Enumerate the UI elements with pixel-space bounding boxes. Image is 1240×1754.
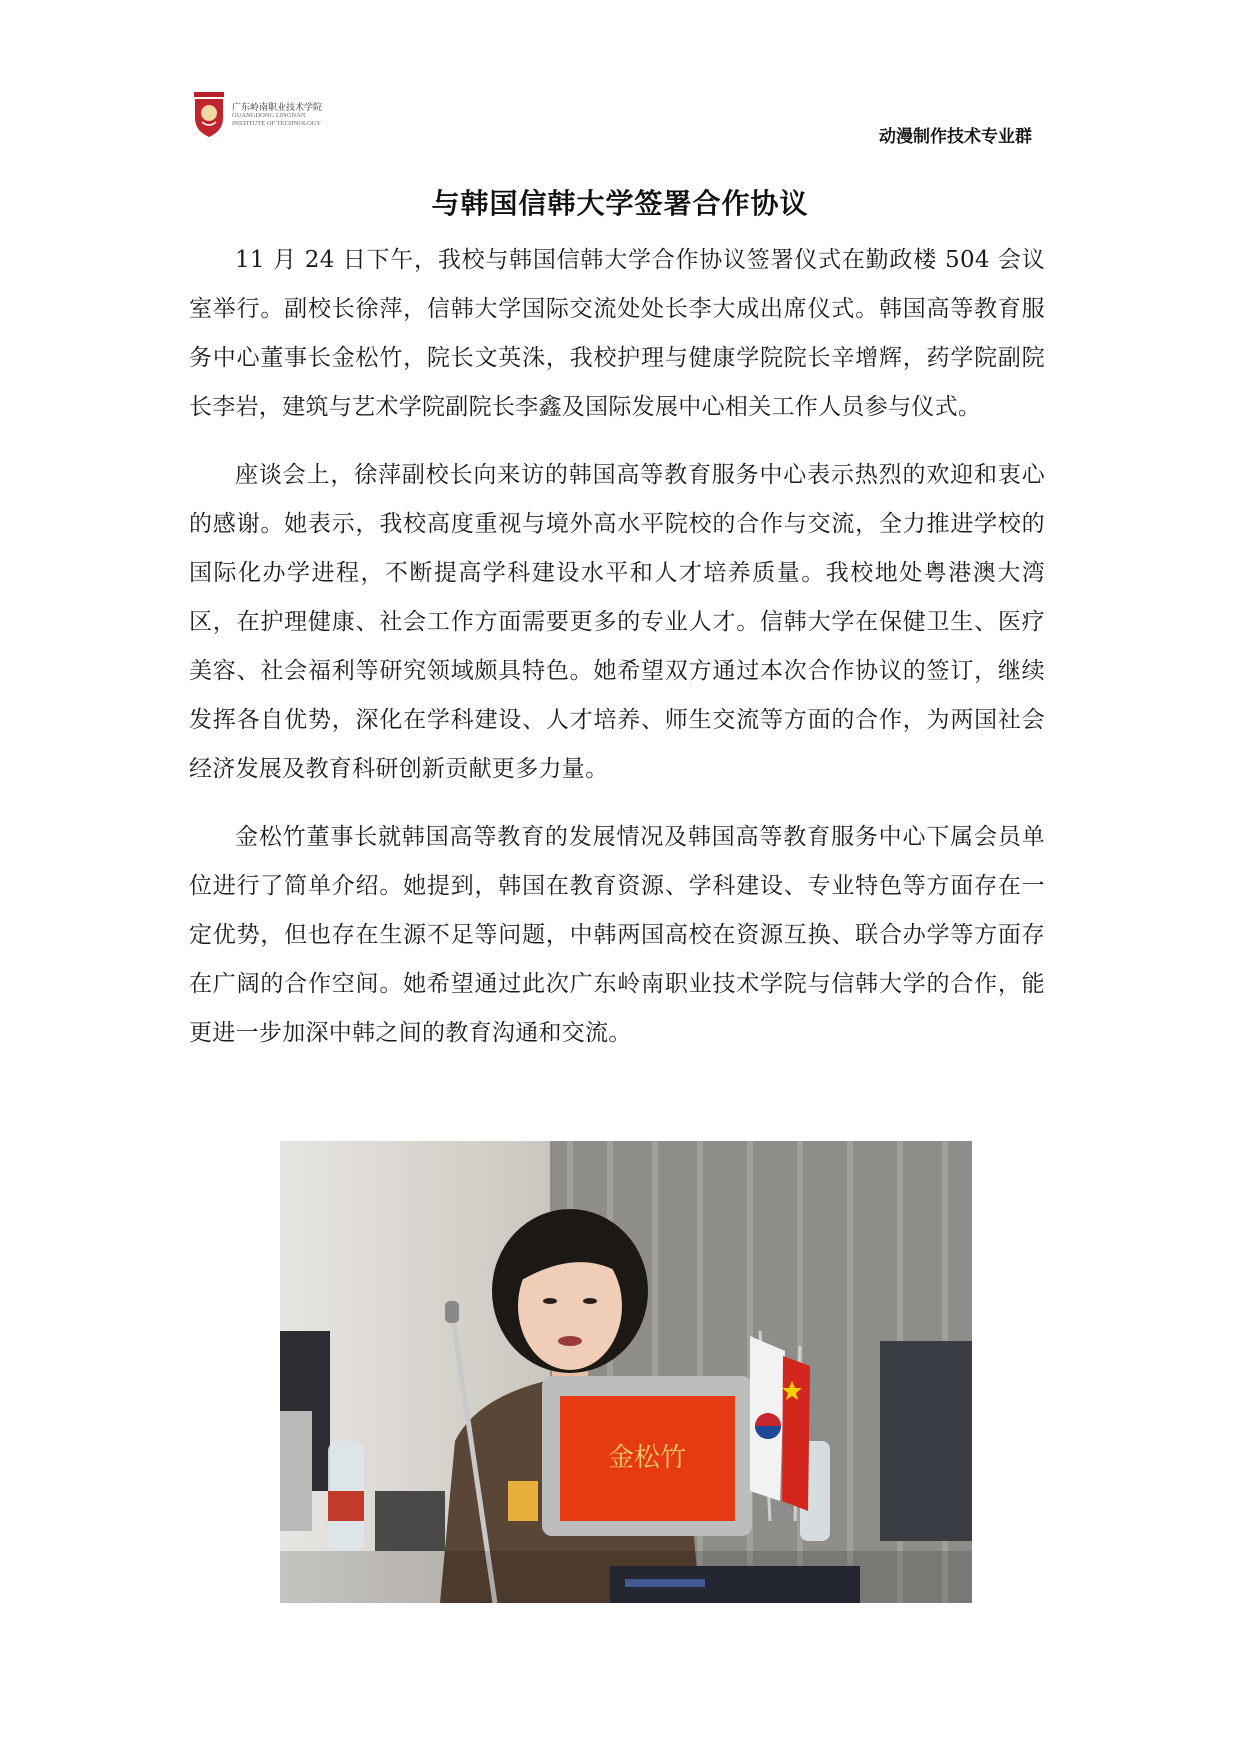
nameplate-text: 金松竹	[607, 1443, 687, 1473]
article-body	[189, 236, 1045, 1077]
logo-name-cn: 广东岭南职业技术学院	[232, 103, 323, 113]
paragraph-2: 座谈会上，徐萍副校长向来访的韩国高等教育服务中心表示热烈的欢迎和衷心的感谢。她表示，我校高度重视与境外高水平院校的合作与交流，全力推进学校的国际化办学进程，不断提高学科建设水平和人才培养质量。我校地处粤港澳大湾区，在护理健康、社会工作方面需要更多的专业人才。信韩大学在保健卫生、医疗美容、社会福利等研究领域颇具特色。她希望双方通过本次合作协议的签订，继续发挥各自优势，深化在学科建设、人才培养、师生交流等方面的合作，为两国社会经济发展及教育科研创新贡献更多力量。	[189, 462, 1045, 782]
meeting-photo	[280, 1141, 972, 1603]
paragraph-3: 金松竹董事长就韩国高等教育的发展情况及韩国高等教育服务中心下属会员单位进行了简单介绍。她提到，韩国在教育资源、学科建设、专业特色等方面存在一定优势，但也存在生源不足等问题，中韩两国高校在资源互换、联合办学等方面存在广阔的合作空间。她希望通过此次广东岭南职业技术学院与信韩大学的合作，能更进一步加深中韩之间的教育沟通和交流。	[189, 824, 1045, 1046]
shield-emblem-icon	[192, 92, 226, 138]
institute-logo	[192, 92, 342, 140]
logo-name-en: GUANGDONG LINGNAN INSTITUTE OF TECHNOLOGY	[232, 112, 322, 127]
department-tag: 动漫制作技术专业群	[879, 127, 1032, 147]
article-title: 与韩国信韩大学签署合作协议	[431, 186, 809, 220]
paragraph-1: 11 月 24 日下午，我校与韩国信韩大学合作协议签署仪式在勤政楼 504 会议室举行。副校长徐萍，信韩大学国际交流处处长李大成出席仪式。韩国高等教育服务中心董事长金松竹，院长文英洙，我校护理与健康学院院长辛增辉，药学院副院长李岩，建筑与艺术学院副院长李鑫及国际发展中心相关工作人员参与仪式。	[189, 247, 1045, 420]
meeting-photo-illustration	[280, 1141, 972, 1603]
